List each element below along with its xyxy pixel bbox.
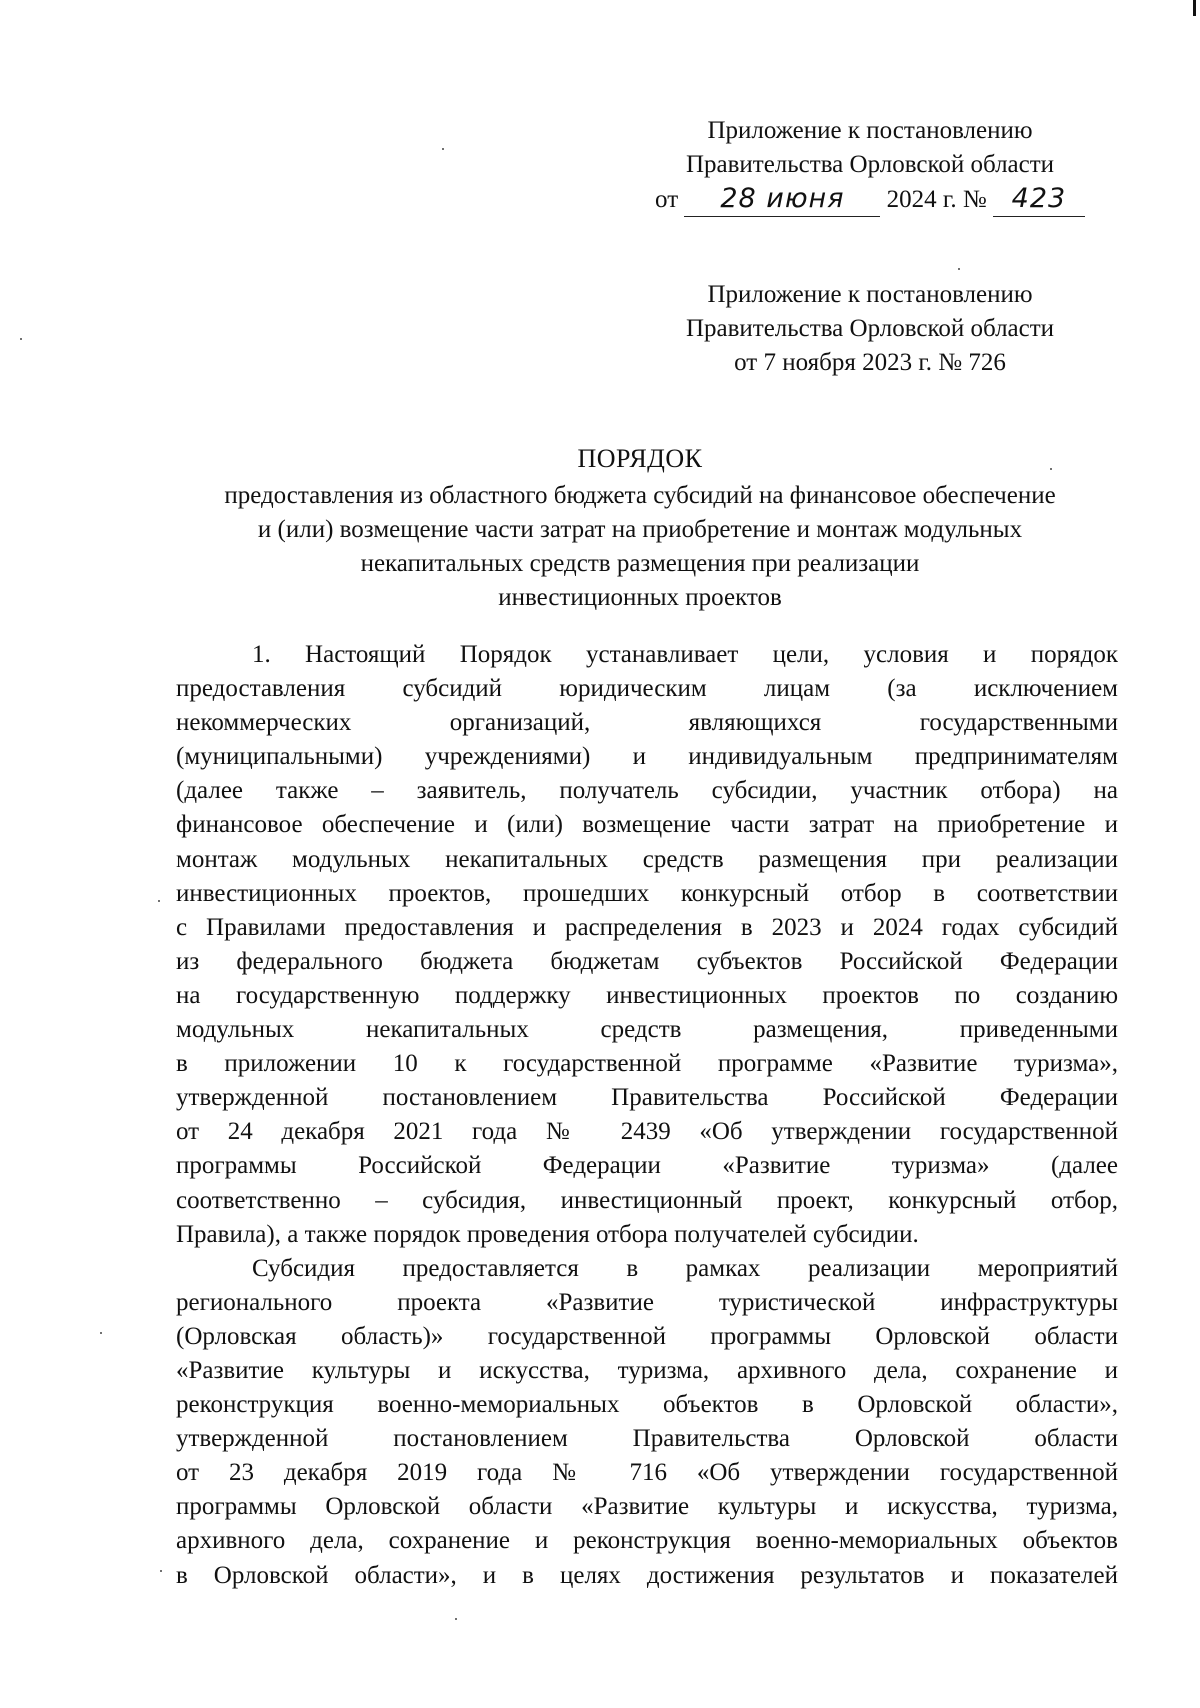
body-line: (Орловская область)» государственной программы Орловской области: [176, 1322, 1118, 1350]
body-line: в Орловской области», и в целях достижения результатов и показателей: [176, 1561, 1118, 1589]
appendix-prev-line-2: Правительства Орловской области: [685, 315, 1055, 342]
document-title: [160, 442, 1120, 615]
body-line: с Правилами предоставления и распределения в 2023 и 2024 годах субсидий: [176, 913, 1118, 941]
body-line: архивного дела, сохранение и реконструкция военно-мемориальных объектов: [176, 1527, 1118, 1555]
body-line: на государственную поддержку инвестиционных проектов по созданию: [176, 981, 1118, 1009]
body-line: соответственно – субсидия, инвестиционный проект, конкурсный отбор,: [176, 1186, 1118, 1214]
scan-speck: [158, 900, 160, 902]
scan-speck: [20, 338, 22, 340]
body-line: (муниципальными) учреждениями) и индивидуальным предпринимателям: [176, 743, 1118, 771]
scan-speck: [455, 1618, 457, 1620]
scan-speck: [100, 1332, 102, 1334]
body-line: некоммерческих организаций, являющихся государственными: [176, 709, 1118, 737]
scan-speck: [442, 148, 444, 150]
body-line: (далее также – заявитель, получатель субсидии, участник отбора) на: [176, 777, 1118, 805]
appendix-header-current: [640, 114, 1100, 217]
body-line: Правила), а также порядок проведения отбора получателей субсидии.: [176, 1220, 919, 1248]
body-line: регионального проекта «Развитие туристической инфраструктуры: [176, 1288, 1118, 1316]
body-line: от 23 декабря 2019 года № 716 «Об утверждении государственной: [176, 1459, 1118, 1487]
appendix-header-previous: [640, 278, 1100, 380]
body-line: 1. Настоящий Порядок устанавливает цели, условия и порядок: [252, 641, 1118, 668]
body-line: утвержденной постановлением Правительства Российской Федерации: [176, 1084, 1118, 1112]
title-line: инвестиционных проектов: [498, 584, 782, 611]
body-line: программы Российской Федерации «Развитие туризма» (далее: [176, 1152, 1118, 1180]
appendix-date-line: [640, 182, 1100, 217]
body-line: инвестиционных проектов, прошедших конкурсный отбор в соответствии: [176, 879, 1118, 907]
scan-speck: [160, 1570, 162, 1572]
scan-edge-mark: [1193, 0, 1196, 16]
appendix-line-2: Правительства Орловской области: [685, 151, 1055, 178]
body-line: монтаж модульных некапитальных средств размещения при реализации: [176, 845, 1118, 873]
appendix-line-1: Приложение к постановлению: [707, 117, 1033, 144]
body-line: из федерального бюджета бюджетам субъектов Российской Федерации: [176, 947, 1118, 975]
body-line: модульных некапитальных средств размещения, приведенными: [176, 1016, 1118, 1044]
title-line: и (или) возмещение части затрат на приобретение и монтаж модульных: [257, 516, 1023, 543]
handwritten-number: 423: [993, 182, 1085, 217]
body-line: финансовое обеспечение и (или) возмещение части затрат на приобретение и: [176, 811, 1118, 839]
body-line: Субсидия предоставляется в рамках реализации мероприятий: [252, 1254, 1118, 1282]
body-line: реконструкция военно-мемориальных объектов в Орловской области»,: [176, 1391, 1118, 1419]
body-line: «Развитие культуры и искусства, туризма, архивного дела, сохранение и: [176, 1356, 1118, 1384]
appendix-prev-line-3: от 7 ноября 2023 г. № 726: [734, 349, 1006, 376]
body-line: предоставления субсидий юридическим лицам (за исключением: [176, 675, 1118, 703]
appendix-prev-line-1: Приложение к постановлению: [707, 281, 1033, 308]
body-line: программы Орловской области «Развитие культуры и искусства, туризма,: [176, 1493, 1118, 1521]
handwritten-date: 28 июня: [684, 182, 880, 217]
body-line: в приложении 10 к государственной программе «Развитие туризма»,: [176, 1050, 1118, 1078]
body-line: от 24 декабря 2021 года № 2439 «Об утверждении государственной: [176, 1118, 1118, 1146]
title-line: предоставления из областного бюджета субсидий на финансовое обеспечение: [224, 482, 1056, 509]
scan-speck: [958, 268, 960, 270]
date-prefix: от: [655, 186, 679, 213]
title-line: некапитальных средств размещения при реализации: [360, 550, 920, 577]
document-body: [176, 638, 1118, 1593]
title-main: ПОРЯДОК: [577, 444, 703, 473]
year-number-label: 2024 г. №: [886, 186, 987, 213]
body-line: утвержденной постановлением Правительства Орловской области: [176, 1425, 1118, 1453]
